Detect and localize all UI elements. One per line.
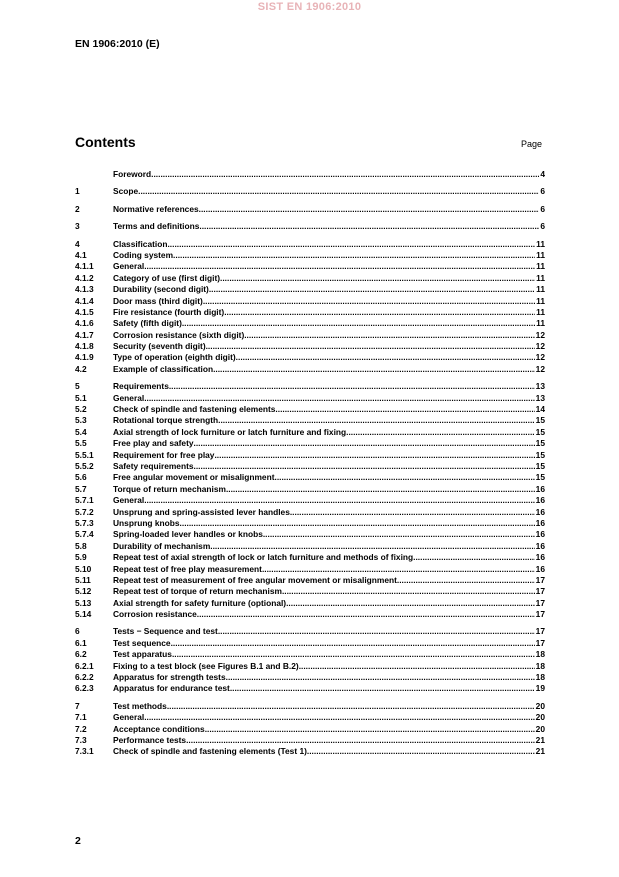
toc-entry-page: 17 [535,609,545,620]
dot-leader [144,261,535,272]
dot-leader [307,746,535,757]
toc-entry-title: Requirement for free play [113,449,215,460]
dot-leader [171,638,535,649]
toc-entry[interactable] [75,609,545,620]
dot-leader [194,438,535,449]
toc-entry[interactable] [75,186,545,197]
toc-entry-title: Tests − Sequence and test [113,626,218,637]
toc-entry[interactable] [75,541,545,552]
toc-entry-number: 5.6 [75,472,87,483]
dot-leader [167,239,535,250]
toc-entry-page: 11 [536,272,545,283]
dot-leader [299,661,535,672]
watermark: SIST EN 1906:2010 [257,1,362,13]
toc-entry-page: 15 [535,415,545,426]
toc-entry-number: 6.2.1 [75,660,94,671]
toc-entry-title: Unsprung and spring-assisted lever handles [113,506,290,517]
toc-entry[interactable] [75,296,545,307]
page-column-label: Page [521,139,543,149]
toc-entry-number: 4.1.6 [75,318,94,329]
toc-entry[interactable] [75,472,545,483]
toc-entry-title: Free play and safety [113,438,194,449]
toc-entry-page: 13 [535,392,545,403]
dot-leader [282,586,535,597]
toc-entry-title: General [113,495,145,506]
toc-entry-page: 16 [535,517,545,528]
dot-leader [218,626,535,637]
toc-entry[interactable] [75,273,545,284]
toc-section [75,239,545,376]
dot-leader [244,330,534,341]
toc-entry-page: 18 [535,660,545,671]
toc-entry-number: 5.5.2 [75,460,94,471]
dot-leader [209,284,535,295]
toc-entry-page: 17 [535,574,545,585]
dot-leader [151,169,539,180]
toc-entry-number: 6.2.3 [75,683,94,694]
toc-entry[interactable] [75,564,545,575]
toc-entry-number: 5.11 [75,574,91,585]
toc-entry-page: 21 [535,746,545,757]
toc-entry-title: Corrosion resistance (sixth digit) [113,329,245,340]
toc-entry-number: 6.2.2 [75,672,94,683]
toc-entry[interactable] [75,484,545,495]
dot-leader [263,529,535,540]
toc-entry-title: Safety (fifth digit) [113,318,182,329]
toc-entry-title: Test sequence [113,637,171,648]
toc-entry-number: 5.5 [75,438,87,449]
toc-entry[interactable] [75,626,545,637]
toc-entry[interactable] [75,427,545,438]
dot-leader [346,427,535,438]
toc-entry[interactable] [75,461,545,472]
toc-entry-page: 13 [535,381,545,392]
toc-entry-title: Unsprung knobs [113,517,180,528]
toc-entry[interactable] [75,352,545,363]
toc-entry-title: Test methods [113,700,167,711]
toc-entry-number: 7.3.1 [75,746,94,757]
toc-entry-title: Fire resistance (fourth digit) [113,306,225,317]
toc-entry-number: 5.12 [75,586,92,597]
dot-leader [413,552,535,563]
toc-entry-number: 5.9 [75,552,87,563]
toc-entry-number: 1 [75,186,80,197]
toc-entry-title: Safety requirements [113,460,194,471]
toc-entry[interactable] [75,393,545,404]
toc-entry-number: 5.7.4 [75,529,94,540]
toc-entry[interactable] [75,221,545,232]
dot-leader [144,393,534,404]
toc-entry-page: 15 [535,449,545,460]
toc-entry-page: 11 [536,238,545,249]
toc-entry-title: Repeat test of torque of return mechanism [113,586,282,597]
toc-entry-title: Free angular movement or misalignment [113,472,275,483]
toc-entry[interactable] [75,495,545,506]
toc-entry-title: Durability (second digit) [113,284,209,295]
dot-leader [220,273,535,284]
toc-section [75,186,545,197]
toc-entry-page: 11 [536,249,545,260]
toc-entry-number: 4.1.3 [75,284,94,295]
toc-entry[interactable] [75,307,545,318]
toc-entry-title: Normative references [113,203,199,214]
dot-leader [138,186,539,197]
toc-entry-number: 5.5.1 [75,449,94,460]
toc-entry-page: 21 [535,734,545,745]
toc-entry-page: 16 [535,552,545,563]
dot-leader [180,518,535,529]
toc-entry[interactable] [75,364,545,375]
dot-leader [230,683,535,694]
toc-entry-title: Repeat test of axial strength of lock or latch furniture and methods of fixing [113,552,414,563]
toc-entry-page: 15 [535,460,545,471]
toc-entry-title: Rotational torque strength [113,415,219,426]
toc-entry-page: 12 [535,363,545,374]
toc-entry-page: 6 [540,221,545,232]
dot-leader [210,541,534,552]
toc-entry-title: Check of spindle and fastening elements [113,404,276,415]
toc-entry-number: 5.7 [75,483,87,494]
toc-entry[interactable] [75,661,545,672]
dot-leader [173,250,535,261]
dot-leader [144,495,534,506]
toc-entry-title: Test apparatus [113,649,172,660]
toc-entry-number: 4.1.1 [75,261,94,272]
toc-entry-number: 5.10 [75,563,92,574]
toc-entry-number: 2 [75,203,80,214]
toc-entry-page: 16 [535,540,545,551]
toc-entry[interactable] [75,284,545,295]
toc-entry-page: 12 [535,329,545,340]
toc-entry-number: 5.7.3 [75,517,94,528]
toc-entry-title: Door mass (third digit) [113,295,203,306]
dot-leader [197,609,535,620]
toc-entry-number: 5.2 [75,404,87,415]
toc-entry-number: 5.3 [75,415,87,426]
toc-section [75,169,545,180]
toc-entry-page: 17 [535,637,545,648]
toc-entry-title: Requirements [113,381,169,392]
toc-entry-number: 5.4 [75,426,87,437]
toc-entry[interactable] [75,683,545,694]
toc-entry-page: 15 [535,426,545,437]
toc-entry-title: Coding system [113,249,174,260]
toc-entry-page: 17 [535,597,545,608]
toc-entry-title: Axial strength for safety furniture (optional) [113,597,287,608]
toc-entry[interactable] [75,724,545,735]
toc-entry-number: 4.1 [75,249,87,260]
toc-entry-title: Apparatus for endurance test [113,683,230,694]
dot-leader [214,450,534,461]
dot-leader [275,404,534,415]
table-of-contents [75,169,545,764]
dot-leader [182,318,535,329]
toc-entry[interactable] [75,450,545,461]
toc-entry-title: Spring-loaded lever handles or knobs [113,529,263,540]
toc-entry[interactable] [75,381,545,392]
toc-entry-page: 6 [540,203,545,214]
toc-entry[interactable] [75,341,545,352]
toc-entry[interactable] [75,404,545,415]
toc-entry[interactable] [75,575,545,586]
toc-entry[interactable] [75,552,545,563]
toc-section [75,701,545,758]
toc-entry-number: 4.1.8 [75,341,94,352]
toc-entry-page: 16 [535,563,545,574]
toc-entry-number: 5.13 [75,597,92,608]
toc-entry-page: 11 [536,318,545,329]
toc-entry-title: Corrosion resistance [113,609,197,620]
toc-entry-number: 5.7.1 [75,495,94,506]
dot-leader [167,701,535,712]
toc-entry[interactable] [75,701,545,712]
toc-section [75,381,545,620]
toc-entry-number: 5.8 [75,540,87,551]
toc-entry-number: 4.1.4 [75,295,94,306]
toc-entry[interactable] [75,529,545,540]
dot-leader [213,364,535,375]
toc-entry[interactable] [75,318,545,329]
toc-entry-page: 19 [535,683,545,694]
toc-entry-title: Category of use (first digit) [113,272,221,283]
toc-entry-title: Foreword [113,169,152,179]
toc-entry-page: 18 [535,649,545,660]
dot-leader [224,307,535,318]
document-id: EN 1906:2010 (E) [75,38,160,50]
toc-entry-title: Fixing to a test block (see Figures B.1 and B.2) [113,660,299,671]
dot-leader [169,381,535,392]
dot-leader [206,341,535,352]
toc-entry-title: Torque of return mechanism [113,483,226,494]
toc-entry-title: Apparatus for strength tests [113,672,226,683]
dot-leader [199,221,539,232]
toc-entry-title: General [113,392,145,403]
dot-leader [286,598,535,609]
toc-entry-title: Check of spindle and fastening elements (Test 1) [113,746,307,757]
toc-entry[interactable] [75,204,545,215]
toc-entry-page: 11 [536,284,545,295]
dot-leader [275,472,535,483]
dot-leader [226,484,535,495]
toc-entry-title: Type of operation (eighth digit) [113,352,236,363]
toc-entry-page: 4 [540,169,545,179]
toc-entry-title: Example of classification [113,363,214,374]
toc-entry[interactable] [75,438,545,449]
toc-entry-page: 11 [536,295,545,306]
toc-entry-page: 12 [535,341,545,352]
toc-entry-title: Classification [113,238,168,249]
toc-entry-title: Performance tests [113,734,187,745]
toc-section [75,626,545,694]
toc-entry-page: 15 [535,438,545,449]
toc-entry-number: 5.1 [75,392,87,403]
toc-entry-page: 15 [535,472,545,483]
toc-entry-page: 16 [535,506,545,517]
toc-entry-page: 20 [535,723,545,734]
toc-entry-page: 14 [535,404,545,415]
toc-entry-title: Axial strength of lock furniture or latch furniture and fixing [113,426,347,437]
toc-entry-number: 4.1.7 [75,329,94,340]
toc-entry-page: 18 [535,672,545,683]
toc-entry[interactable] [75,415,545,426]
toc-entry[interactable] [75,712,545,723]
toc-entry-page: 11 [536,261,545,272]
toc-entry-title: Acceptance conditions [113,723,205,734]
toc-entry-title: Repeat test of measurement of free angular movement or misalignment [113,574,397,585]
toc-entry[interactable] [75,649,545,660]
dot-leader [290,507,535,518]
toc-entry[interactable] [75,586,545,597]
dot-leader [172,649,535,660]
toc-entry-page: 17 [535,626,545,637]
toc-entry-page: 6 [540,186,545,197]
toc-entry-number: 6.1 [75,637,87,648]
toc-entry-number: 7.3 [75,734,87,745]
toc-entry[interactable] [75,261,545,272]
toc-entry-page: 17 [535,586,545,597]
dot-leader [262,564,535,575]
toc-entry-number: 7.1 [75,712,87,723]
toc-entry[interactable] [75,250,545,261]
toc-entry-title: General [113,712,145,723]
toc-entry[interactable] [75,735,545,746]
page-number: 2 [75,835,81,847]
toc-entry-page: 20 [535,700,545,711]
toc-entry[interactable] [75,169,545,180]
toc-entry-title: General [113,261,145,272]
dot-leader [194,461,535,472]
toc-entry-number: 3 [75,221,80,232]
toc-entry[interactable] [75,330,545,341]
toc-entry-page: 16 [535,483,545,494]
dot-leader [236,352,535,363]
toc-entry-number: 7 [75,700,80,711]
toc-entry-title: Terms and definitions [113,221,200,232]
toc-entry-page: 12 [535,352,545,363]
toc-entry[interactable] [75,598,545,609]
toc-entry[interactable] [75,672,545,683]
toc-entry-title: Scope [113,186,139,197]
toc-entry-number: 4.1.5 [75,306,94,317]
dot-leader [218,415,535,426]
toc-entry-number: 5 [75,381,80,392]
dot-leader [144,712,534,723]
toc-entry[interactable] [75,638,545,649]
toc-entry-number: 6.2 [75,649,87,660]
toc-entry-number: 7.2 [75,723,87,734]
dot-leader [186,735,535,746]
toc-entry[interactable] [75,746,545,757]
toc-entry-number: 5.7.2 [75,506,94,517]
toc-entry-title: Security (seventh digit) [113,341,206,352]
dot-leader [203,296,535,307]
toc-section [75,204,545,215]
toc-entry-page: 11 [536,306,545,317]
toc-entry-number: 6 [75,626,80,637]
toc-entry-title: Durability of mechanism [113,540,211,551]
dot-leader [226,672,535,683]
dot-leader [205,724,535,735]
toc-entry-number: 4.2 [75,363,87,374]
page-title: Contents [75,134,136,150]
toc-entry-number: 5.14 [75,609,92,620]
toc-entry[interactable] [75,239,545,250]
toc-entry-page: 20 [535,712,545,723]
toc-section [75,221,545,232]
toc-entry-page: 16 [535,529,545,540]
toc-entry-number: 4.1.2 [75,272,94,283]
dot-leader [199,204,540,215]
toc-entry-number: 4.1.9 [75,352,94,363]
toc-entry-page: 16 [535,495,545,506]
toc-entry-title: Repeat test of free play measurement [113,563,262,574]
dot-leader [397,575,535,586]
toc-entry[interactable] [75,518,545,529]
toc-entry-number: 4 [75,238,80,249]
toc-entry[interactable] [75,507,545,518]
